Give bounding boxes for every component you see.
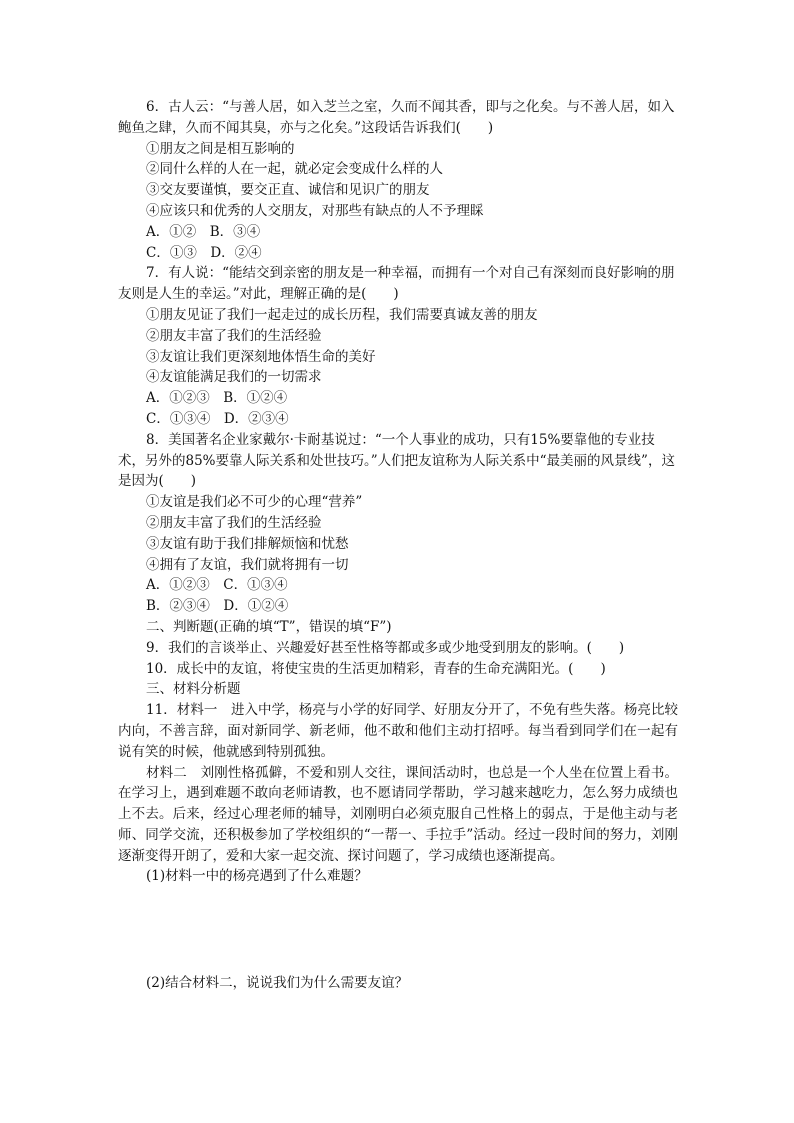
question-7-choices-cd: C．①③④ D．②③④ [146, 410, 289, 427]
sub-question-2: (2)结合材料二，说说我们为什么需要友谊？ [146, 975, 409, 992]
question-6-choices-cd: C．①③ D．②④ [146, 244, 262, 261]
question-9: 9．我们的言谈举止、兴趣爱好甚至性格等都或多或少地受到朋友的影响。( ) [146, 639, 625, 656]
question-content [118, 97, 678, 994]
question-8-choices-ac: A．①②③ C．①③④ [146, 577, 288, 594]
section-2-title: 二、判断题(正确的填“T”，错误的填“F”) [146, 618, 392, 635]
question-8-item-2: ②朋友丰富了我们的生活经验 [146, 514, 322, 531]
question-8-item-4: ④拥有了友谊，我们就将拥有一切 [146, 556, 349, 573]
question-7-choices-ab: A．①②③ B．①②④ [146, 390, 288, 407]
material-2: 材料二 刘刚性格孤僻，不爱和别人交往，课间活动时，也总是一个人坐在位置上看书。在学习上，遇到难题不敢向老师请教，也不愿请同学帮助，学习越来越吃力，怎么努力成绩也上不去。后来，经过心理老师的辅导，刘刚明白必须克服自己性格上的弱点，于是他主动与老师、同学交流，还积极参加了学校组织的“一帮一、手拉手”活动。经过一段时间的努力，刘刚逐渐变得开朗了，爱和大家一起交流、探讨问题了，学习成绩也逐渐提高。 [118, 764, 678, 864]
question-6-choices-ab: A．①② B．③④ [146, 223, 261, 240]
answer-space-1 [118, 887, 678, 973]
sub-question-1: (1)材料一中的杨亮遇到了什么难题？ [146, 868, 368, 885]
question-8-choices-bd: B．②③④ D．①②④ [146, 598, 289, 615]
question-7-item-3: ③友谊让我们更深刻地体悟生命的美好 [146, 348, 376, 365]
material-1: 11．材料一 进入中学，杨亮与小学的好同学、好朋友分开了，不免有些失落。杨亮比较内向，不善言辞，面对新同学、新老师，他不敢和他们主动打招呼。每当看到同学们在一起有说有笑的时候，他就感到特别孤独。 [118, 702, 678, 760]
question-8-item-1: ①友谊是我们必不可少的心理“营养” [146, 494, 363, 511]
question-6-stem: 6．古人云：“与善人居，如入芝兰之室，久而不闻其香，即与之化矣。与不善人居，如入鲍鱼之肆，久而不闻其臭，亦与之化矣。”这段话告诉我们( ) [118, 99, 675, 136]
section-3-title: 三、材料分析题 [146, 681, 241, 698]
question-7-item-4: ④友谊能满足我们的一切需求 [146, 369, 322, 386]
question-7-stem: 7．有人说：“能结交到亲密的朋友是一种幸福，而拥有一个对自己有深刻而良好影响的朋友则是人生的幸运。”对此，理解正确的是( ) [118, 265, 675, 303]
question-8-item-3: ③友谊有助于我们排解烦恼和忧愁 [146, 535, 349, 552]
question-8-stem: 8．美国著名企业家戴尔·卡耐基说过：“一个人事业的成功，只有15%要靠他的专业技术，另外的85%要靠人际关系和处世技巧。”人们把友谊称为人际关系中“最美丽的风景线”，这是因为( ) [118, 431, 675, 490]
question-6-item-2: ②同什么样的人在一起，就必定会变成什么样的人 [146, 161, 443, 178]
question-7-item-2: ②朋友丰富了我们的生活经验 [146, 327, 322, 344]
question-6-item-3: ③交友要谨慎，要交正直、诚信和见识广的朋友 [146, 182, 430, 199]
question-10: 10．成长中的友谊，将使宝贵的生活更加精彩，青春的生命充满阳光。( ) [146, 660, 606, 677]
question-6-item-1: ①朋友之间是相互影响的 [146, 140, 295, 157]
question-6-item-4: ④应该只和优秀的人交朋友，对那些有缺点的人不予理睬 [146, 202, 484, 219]
question-7-item-1: ①朋友见证了我们一起走过的成长历程，我们需要真诚友善的朋友 [146, 306, 538, 323]
